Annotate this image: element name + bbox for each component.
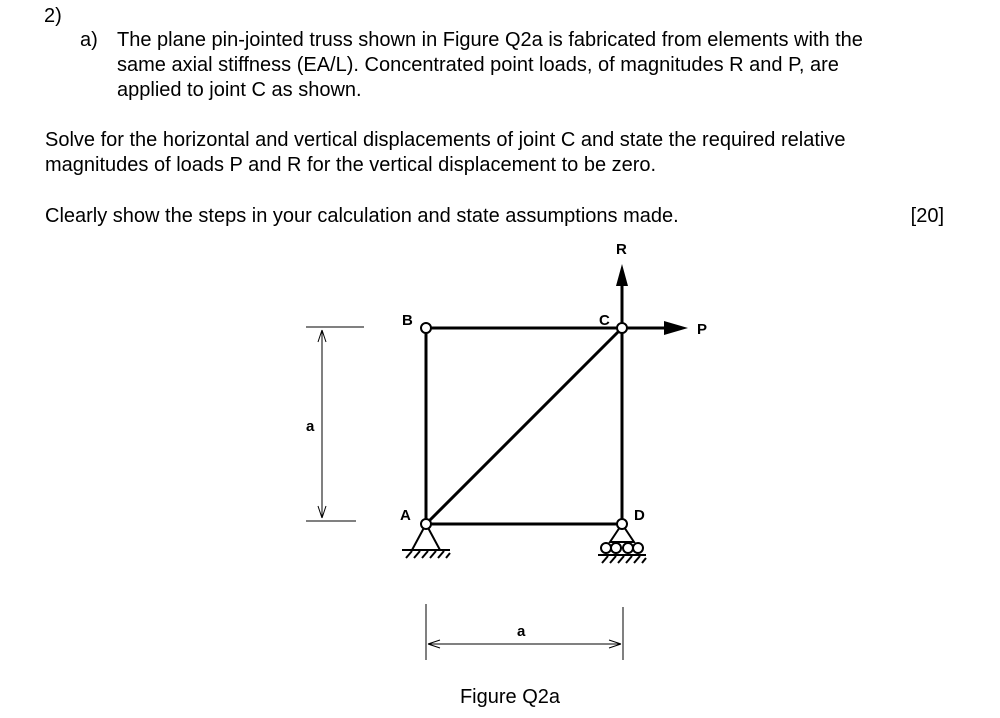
pin-b	[421, 323, 431, 333]
member-ac	[426, 328, 622, 524]
vertical-dimension	[306, 327, 364, 521]
joint-label-d: D	[634, 507, 645, 524]
dimension-label-height: a	[306, 418, 315, 435]
instruction-line-2: magnitudes of loads P and R for the vertical displacement to be zero.	[45, 154, 657, 176]
load-label-r: R	[616, 241, 627, 258]
figure-caption: Figure Q2a	[459, 686, 561, 708]
part-text-line-2: same axial stiffness (EA/L). Concentrated point loads, of magnitudes R and P, are	[117, 54, 839, 76]
pin-a	[421, 519, 431, 529]
truss-members	[426, 328, 622, 524]
instruction-line-1: Solve for the horizontal and vertical displacements of joint C and state the required relative	[45, 129, 846, 151]
load-p-arrow	[622, 321, 688, 335]
part-text-line-1: The plane pin-jointed truss shown in Figure Q2a is fabricated from elements with the	[117, 29, 863, 51]
pin-d	[617, 519, 627, 529]
pin-c	[617, 323, 627, 333]
joint-label-c: C	[599, 312, 610, 329]
load-label-p: P	[697, 321, 708, 338]
part-text-line-3: applied to joint C as shown.	[117, 79, 362, 101]
load-r-arrow	[616, 264, 628, 328]
question-number: 2)	[44, 5, 62, 27]
steps-instruction: Clearly show the steps in your calculation and state assumptions made.	[45, 205, 679, 227]
marks-allocation: [20]	[910, 205, 944, 227]
joint-label-b: B	[402, 312, 413, 329]
joint-label-a: A	[400, 507, 411, 524]
part-label: a)	[80, 29, 98, 51]
dimension-label-width: a	[517, 623, 526, 640]
